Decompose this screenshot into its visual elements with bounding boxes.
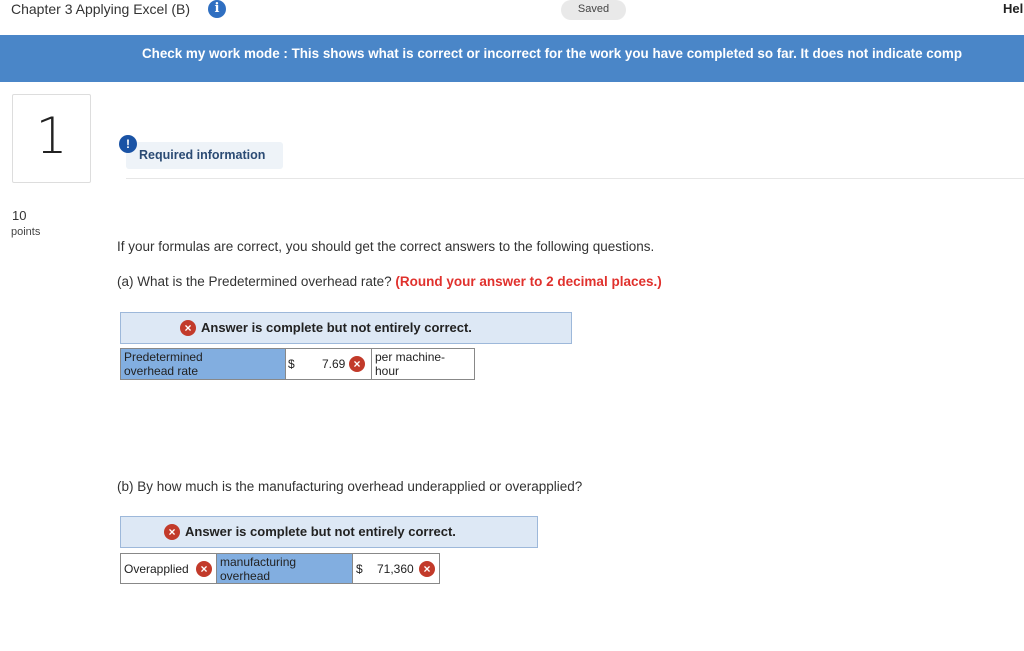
part-a-label-line1: Predetermined — [124, 350, 203, 364]
incorrect-icon: × — [419, 561, 435, 577]
part-a-status — [180, 320, 472, 337]
part-a-hint: (Round your answer to 2 decimal places.) — [395, 274, 662, 289]
info-icon[interactable]: i — [208, 0, 226, 18]
part-b-answer-input[interactable] — [352, 553, 440, 584]
divider — [126, 178, 1024, 179]
part-b-selection-dropdown[interactable] — [120, 553, 217, 584]
part-a-label-line2: overhead rate — [124, 364, 199, 378]
incorrect-icon: × — [196, 561, 212, 577]
banner-text: Check my work mode : This shows what is correct or incorrect for the work you have completed so far. It does not indicate comp — [142, 46, 962, 61]
part-b-status — [164, 524, 456, 541]
required-information-label: Required information — [139, 148, 266, 162]
question-number: 1 — [35, 107, 68, 165]
part-b-row-label — [216, 553, 353, 584]
part-a-prompt — [117, 274, 662, 289]
part-a-unit-line1: per machine- — [375, 350, 446, 364]
part-b-selection: Overapplied — [124, 562, 189, 576]
part-a-unit-label — [371, 348, 475, 380]
incorrect-icon: × — [349, 356, 365, 372]
part-b-label-line2: overhead — [220, 569, 271, 583]
part-a-question: (a) What is the Predetermined overhead rate? — [117, 274, 392, 289]
question-number-box — [12, 94, 91, 183]
required-information-button[interactable] — [126, 142, 283, 169]
assignment-title: Chapter 3 Applying Excel (B) — [11, 1, 190, 17]
part-b-status-box — [120, 516, 538, 548]
help-link[interactable]: Hel — [1003, 1, 1024, 16]
part-b-prompt: (b) By how much is the manufacturing overhead underapplied or overapplied? — [117, 479, 583, 494]
part-b-status-text: Answer is complete but not entirely correct. — [185, 524, 456, 539]
part-b-value: 71,360 — [377, 562, 414, 576]
part-a-row-label — [120, 348, 286, 380]
incorrect-icon: × — [180, 320, 196, 336]
points-label: points — [11, 226, 41, 238]
part-a-value: 7.69 — [322, 357, 346, 371]
part-a-status-text: Answer is complete but not entirely correct. — [201, 320, 472, 335]
points-value: 10 — [12, 208, 27, 223]
alert-icon: ! — [119, 135, 137, 153]
part-b-currency: $ — [356, 562, 363, 576]
top-bar — [0, 0, 1024, 34]
check-my-work-banner — [0, 35, 1024, 82]
saved-status-badge: Saved — [561, 0, 626, 20]
part-a-answer-input[interactable] — [285, 348, 372, 380]
part-b-label-line1: manufacturing — [220, 555, 297, 569]
part-a-unit-line2: hour — [375, 364, 400, 378]
part-a-status-box — [120, 312, 572, 344]
part-a-currency: $ — [288, 357, 295, 371]
question-intro: If your formulas are correct, you should get the correct answers to the following questions. — [117, 239, 655, 254]
incorrect-icon: × — [164, 524, 180, 540]
